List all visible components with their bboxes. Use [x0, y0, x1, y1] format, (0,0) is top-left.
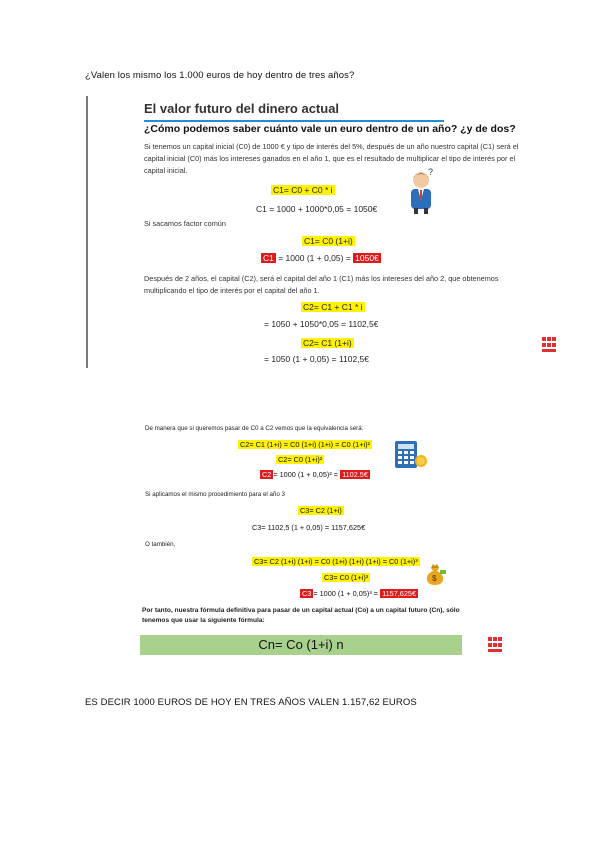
equation-c3-compact: C3= C0 (1+i)³ — [324, 573, 369, 582]
equation-c2-numeric: = 1050 + 1050*0,05 = 1102,5€ — [264, 319, 379, 329]
equation-c2-definition: C2= C1 + C1 * i — [303, 302, 363, 312]
svg-text:$: $ — [432, 574, 437, 583]
equation-c3-chain: C3= C2 (1+i) (1+i) = C0 (1+i) (1+i) (1+i) = C0 (1+i)³ — [254, 557, 418, 566]
slide-subtitle: ¿Cómo podemos saber cuánto vale un euro dentro de un año? ¿y de dos? — [144, 123, 516, 135]
slide-title: El valor futuro del dinero actual — [144, 101, 340, 116]
svg-text:?: ? — [428, 167, 434, 177]
logo-stamp-icon — [541, 336, 557, 354]
conclusion-text: Por tanto, nuestra fórmula definitiva para pasar de un capital actual (Co) a un capital futuro (Cn), sólo tenemos que usar la siguiente fórmula: — [142, 607, 460, 624]
logo-stamp-icon — [487, 636, 503, 654]
slide-future-value — [86, 96, 526, 368]
question-text: ¿Valen los mismo los 1.000 euros de hoy dentro de tres años? — [85, 70, 355, 81]
slide-compound-formula — [140, 420, 520, 660]
equation-c1-numeric: C1 = 1000 + 1000*0,05 = 1050€ — [256, 204, 378, 214]
equation-c2-factored: C2= C1 (1+i) — [303, 338, 352, 348]
intro-text: De manera que si queremos pasar de C0 a C2 vemos que la equivalencia será: — [145, 425, 364, 432]
final-formula: Cn= Co (1+i) n — [258, 637, 344, 652]
paragraph-one: Si tenemos un capital inicial (C0) de 1000 € y tipo de interés del 5%, después de un año nuestro capital (C1) será el capital inicial (C0) más los intereses ganados en el año 1, que es el resultado de multiplicar el tipo de interés por el capital inicial. — [144, 142, 519, 175]
equation-c2-compact: C2= C0 (1+i)² — [278, 455, 323, 464]
equation-c2-result: = 1050 (1 + 0,05) = 1102,5€ — [264, 354, 369, 364]
paragraph-two: Después de 2 años, el capital (C2), será el capital del año 1 (C1) más los intereses del año 2, que obtenemos multiplicando el tipo de interés por el capital del año 1. — [144, 274, 499, 295]
equation-c1-result: C1 = 1000 (1 + 0,05) = 1050€ — [263, 253, 379, 263]
equation-c1-definition: C1= C0 + C0 * i — [273, 185, 333, 195]
conclusion-statement: ES DECIR 1000 EUROS DE HOY EN TRES AÑOS VALEN 1.157,62 EUROS — [85, 697, 417, 708]
calculator-icon — [394, 440, 428, 470]
money-bag-icon — [423, 562, 447, 586]
slide-left-border — [86, 96, 88, 368]
also-text: O también, — [145, 541, 176, 548]
equation-c1-factored: C1= C0 (1+i) — [304, 236, 353, 246]
final-formula-box — [140, 635, 462, 655]
equation-c3-definition: C3= C2 (1+i) — [300, 506, 342, 515]
procedure-text: Si aplicamos el mismo procedimiento para el año 3 — [145, 491, 285, 498]
title-underline — [144, 120, 444, 122]
thinking-man-icon — [404, 166, 444, 214]
equation-c3-numeric: C3= 1102,5 (1 + 0,05) = 1157,625€ — [252, 523, 366, 532]
equation-c3-result: C3 = 1000 (1 + 0,05)³ = 1157,625€ — [302, 589, 417, 598]
equation-c2-chain: C2= C1 (1+i) = C0 (1+i) (1+i) = C0 (1+i)² — [240, 440, 370, 449]
equation-c2-result: C2 = 1000 (1 + 0,05)² = 1102.5€ — [262, 470, 368, 479]
factor-label: Si sacamos factor común — [144, 219, 226, 228]
